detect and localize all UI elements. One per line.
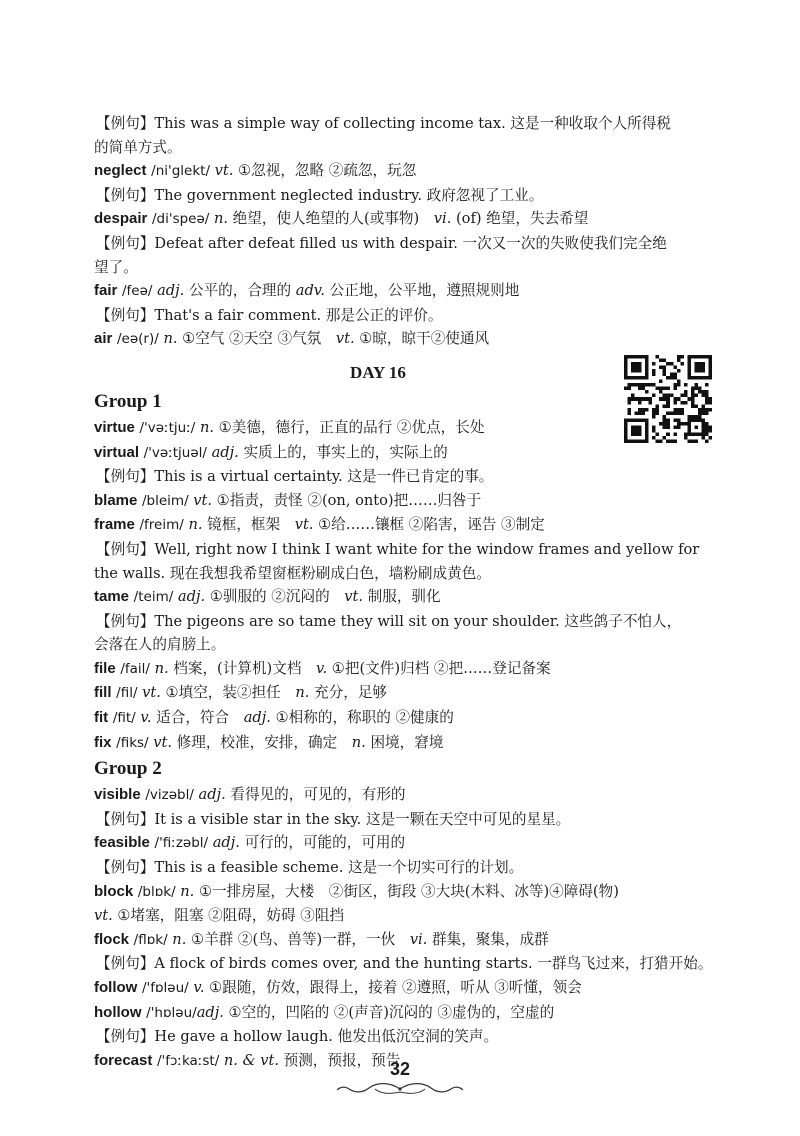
- definition: ①堵塞，阻塞 ②阻碍，妨碍 ③阻挡: [112, 907, 345, 925]
- part-of-speech: v.: [140, 709, 152, 727]
- example-sentence: 【例句】This is a virtual certainty. 这是一件已肯定的事。: [96, 468, 494, 486]
- vocab-entry: [94, 279, 722, 304]
- headword: virtual: [94, 443, 140, 461]
- phonetic: /'fɔːkaːst/: [157, 1052, 220, 1069]
- example-sentence: 【例句】That's a fair comment. 那是公正的评价。: [96, 306, 443, 324]
- part-of-speech: vt.: [214, 162, 234, 180]
- definition: 实质上的，事实上的，实际上的: [238, 443, 448, 461]
- part-of-speech: vt.: [344, 588, 364, 606]
- headword: file: [94, 659, 116, 677]
- phonetic: /eə(r)/: [117, 331, 159, 348]
- phonetic: /feə/: [121, 283, 153, 300]
- vocab-entry: [94, 880, 722, 905]
- phonetic: /bleim/: [142, 492, 189, 509]
- part-of-speech: n.: [295, 684, 310, 702]
- example-sentence: 【例句】This was a simple way of collecting income tax. 这是一种收取个人所得税: [96, 115, 671, 132]
- phonetic: /ni'glekt/: [151, 163, 211, 180]
- vocab-entry: [94, 928, 722, 953]
- ornament-flourish-icon: [335, 1080, 465, 1098]
- part-of-speech: n.: [199, 418, 214, 436]
- definition: ①把(文件)归档 ②把……登记备案: [327, 659, 551, 677]
- vocab-entry: [94, 585, 722, 610]
- definition: 修理，校准，安排，确定: [172, 733, 352, 751]
- definition: 充分，足够: [309, 684, 388, 702]
- part-of-speech: adj.: [157, 282, 185, 300]
- part-of-speech: vt.: [153, 733, 172, 751]
- phonetic: /blɒk/: [137, 883, 176, 900]
- phonetic: /flɒk/: [133, 931, 168, 948]
- vocab-entry: [94, 731, 722, 756]
- definition: ①空的，凹陷的 ②(声音)沉闷的 ③虚伪的，空虚的: [223, 1003, 555, 1021]
- part-of-speech: vi.: [409, 930, 428, 948]
- definition: ①给……镶框 ②陷害，诬告 ③制定: [313, 516, 545, 534]
- part-of-speech: n.: [180, 882, 195, 900]
- definition: ①相称的，称职的 ②健康的: [270, 709, 454, 727]
- group-heading: Group 1: [94, 390, 162, 412]
- headword: follow: [94, 979, 138, 996]
- part-of-speech: n.: [163, 330, 178, 348]
- phonetic: /vizəbl/: [145, 787, 194, 804]
- part-of-speech: adj.: [212, 834, 240, 852]
- vocab-entry: [94, 783, 722, 808]
- headword: forecast: [94, 1051, 153, 1069]
- definition: ①晾，晾干②使通风: [354, 330, 490, 348]
- definition: ①指责，责怪 ②(on, onto)把……归咎于: [212, 491, 482, 509]
- example-sentence: 【例句】The pigeons are so tame they will sit on your shoulder. 这些鸽子不怕人，: [96, 612, 682, 630]
- definition: ①一排房屋，大楼 ②街区，街段 ③大块(木料、冰等)④障碍(物): [194, 882, 619, 900]
- definition: 群集，聚集，成群: [427, 930, 549, 948]
- part-of-speech: adj.: [196, 1003, 224, 1021]
- headword: tame: [94, 588, 130, 606]
- headword: neglect: [94, 162, 147, 180]
- phonetic: /fiks/: [116, 734, 149, 751]
- definition: 预测，预报，预告: [278, 1051, 401, 1069]
- headword: fix: [94, 733, 112, 751]
- definition: 镜框，框架: [202, 516, 295, 534]
- example-sentence: 【例句】He gave a hollow laugh. 他发出低沉空洞的笑声。: [96, 1028, 499, 1046]
- vocab-entry: [94, 327, 722, 352]
- continuation-line: [94, 904, 722, 928]
- part-of-speech: v.: [316, 659, 328, 677]
- part-of-speech: n.: [351, 733, 366, 751]
- group-heading: Group 2: [94, 758, 162, 780]
- phonetic: /'vəːtjuː/: [139, 419, 196, 436]
- definition: 看得见的，可见的，有形的: [225, 786, 406, 804]
- continuation-line: 会落在人的肩膀上。: [94, 636, 226, 654]
- example-sentence: 【例句】A flock of birds comes over, and the hunting starts. 一群鸟飞过来，打猎开始。: [96, 955, 713, 973]
- continuation-line: the walls. 现在我想我希望窗框粉刷成白色，墙粉刷成黄色。: [94, 564, 491, 582]
- headword: fill: [94, 684, 112, 702]
- part-of-speech: n. & vt.: [223, 1051, 279, 1069]
- definition: ①驯服的 ②沉闷的: [205, 588, 345, 606]
- phonetic: /freim/: [139, 517, 184, 534]
- definition: 可行的，可能的，可用的: [239, 834, 406, 852]
- headword: frame: [94, 516, 135, 534]
- headword: air: [94, 330, 113, 348]
- part-of-speech: adj.: [177, 588, 206, 606]
- headword: visible: [94, 786, 141, 804]
- headword: hollow: [94, 1003, 142, 1021]
- part-of-speech: adv.: [295, 282, 325, 300]
- page-footer: [0, 1058, 800, 1118]
- definition: (of) 绝望，失去希望: [451, 210, 589, 228]
- phonetic: /teim/: [133, 589, 174, 606]
- part-of-speech: n.: [188, 516, 203, 534]
- example-sentence: 【例句】Defeat after defeat filled us with despair. 一次又一次的失败使我们完全绝: [96, 234, 667, 252]
- example-sentence: 【例句】Well, right now I think I want white for the window frames and yellow for: [96, 540, 700, 558]
- phonetic: /'vəːtjuəl/: [143, 444, 207, 461]
- vocab-entry: [94, 976, 722, 1001]
- headword: despair: [94, 210, 148, 228]
- definition: ①美德，德行，正直的品行 ②优点，长处: [214, 418, 485, 436]
- vocab-entry: [94, 441, 722, 466]
- part-of-speech: adj.: [211, 443, 239, 461]
- phonetic: /'fɒləu/: [141, 980, 189, 996]
- phonetic: /'hɒləu/: [146, 1004, 197, 1021]
- vocab-entry: [94, 1001, 722, 1026]
- example-sentence: 【例句】This is a feasible scheme. 这是一个切实可行的计划。: [96, 859, 524, 877]
- page-number: 32: [389, 1059, 411, 1079]
- headword: blame: [94, 491, 138, 509]
- part-of-speech: vt.: [94, 907, 113, 925]
- definition: ①填空，装②担任: [160, 684, 296, 702]
- phonetic: /fit/: [112, 710, 136, 727]
- part-of-speech: n.: [172, 930, 187, 948]
- part-of-speech: adj.: [198, 786, 226, 804]
- definition: 档案，(计算机)文档: [168, 659, 317, 677]
- definition: ①羊群 ②(鸟、兽等)一群，一伙: [186, 930, 410, 948]
- vocab-entry: [94, 489, 722, 514]
- vocab-entry: [94, 657, 722, 682]
- part-of-speech: vt.: [335, 330, 355, 348]
- vocabulary-page: [94, 112, 722, 1073]
- vocab-entry: [94, 681, 722, 706]
- definition: 困境，窘境: [365, 733, 444, 751]
- part-of-speech: vt.: [193, 491, 213, 509]
- part-of-speech: vt.: [142, 684, 161, 702]
- vocab-entry: [94, 706, 722, 731]
- part-of-speech: vt.: [294, 516, 314, 534]
- day-heading: DAY 16: [350, 362, 406, 382]
- definition: 公平的，合理的: [184, 282, 296, 300]
- continuation-line: 望了。: [94, 258, 138, 276]
- headword: flock: [94, 930, 130, 948]
- headword: virtue: [94, 418, 135, 436]
- qr-code[interactable]: [624, 355, 712, 443]
- continuation-line: 的简单方式。: [94, 138, 182, 156]
- headword: fair: [94, 282, 118, 300]
- phonetic: /'fiːzəbl/: [154, 835, 209, 852]
- part-of-speech: adj.: [243, 709, 271, 727]
- part-of-speech: n.: [154, 659, 169, 677]
- definition: 适合，符合: [151, 709, 244, 727]
- headword: block: [94, 882, 134, 900]
- vocab-entry: [94, 207, 722, 232]
- headword: feasible: [94, 834, 150, 852]
- definition: ①空气 ②天空 ③气氛: [177, 330, 336, 348]
- definition: 制服，驯化: [363, 588, 441, 606]
- vocab-entry: [94, 513, 722, 538]
- part-of-speech: v.: [193, 979, 205, 996]
- part-of-speech: n.: [213, 210, 229, 228]
- phonetic: /fail/: [120, 660, 150, 677]
- definition: ①忽视，忽略 ②疏忽，玩忽: [233, 162, 417, 180]
- vocab-entry: [94, 831, 722, 856]
- example-sentence: 【例句】The government neglected industry. 政府忽视了工业。: [96, 186, 544, 204]
- phonetic: /fil/: [116, 685, 138, 702]
- definition: 公正地，公平地，遵照规则地: [324, 282, 520, 300]
- vocab-entry: [94, 159, 722, 184]
- phonetic: /di'speə/: [152, 211, 210, 228]
- definition: ①跟随，仿效，跟得上，接着 ②遵照，听从 ③听懂，领会: [204, 979, 582, 996]
- example-sentence: 【例句】It is a visible star in the sky. 这是一颗在天空中可见的星星。: [96, 810, 571, 828]
- headword: fit: [94, 709, 109, 727]
- part-of-speech: vi.: [433, 210, 452, 228]
- definition: 绝望，使人绝望的人(或事物): [228, 210, 434, 228]
